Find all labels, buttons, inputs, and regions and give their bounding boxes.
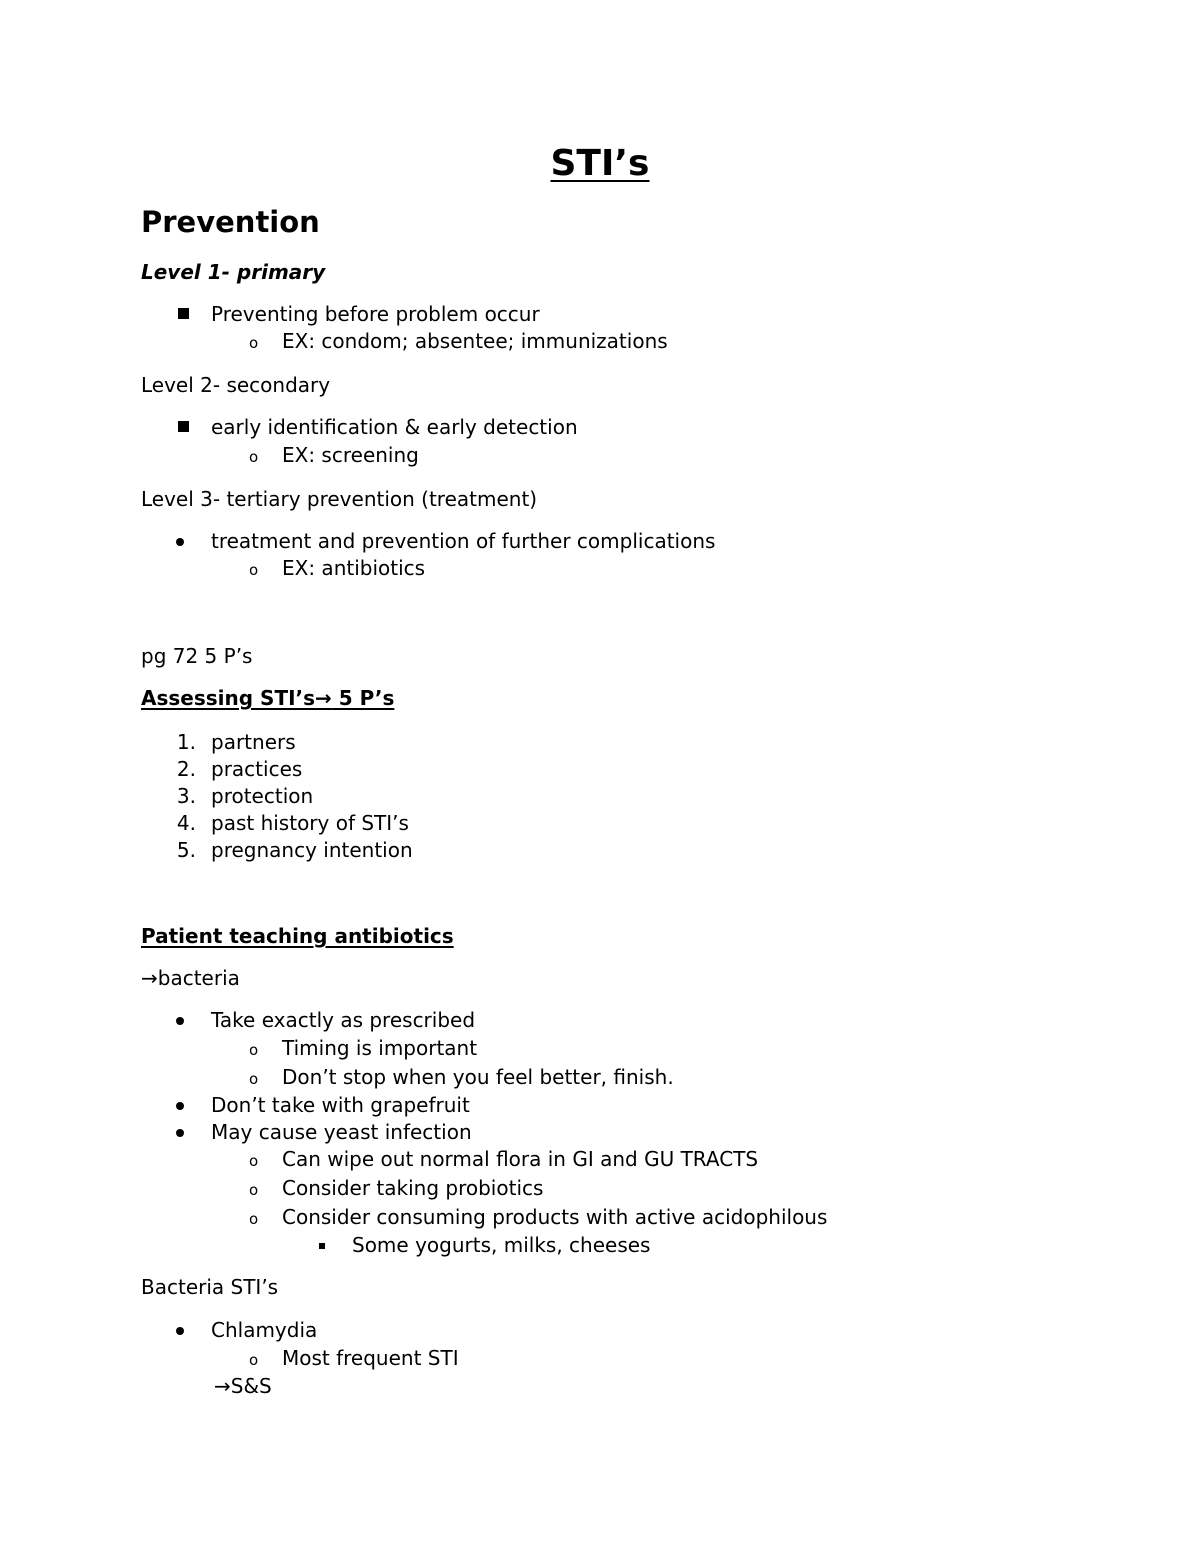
teaching-grapefruit: Don’t take with grapefruit xyxy=(211,1093,470,1117)
hollow-bullet-icon: o xyxy=(249,1351,259,1369)
hollow-bullet-icon: o xyxy=(249,334,259,352)
right-arrow-icon: → xyxy=(141,966,158,990)
level2-bullet: early identification & early detection xyxy=(211,415,578,439)
level1-bullet: Preventing before problem occur xyxy=(211,302,540,326)
page-reference: pg 72 5 P’s xyxy=(141,644,253,668)
teaching-subheading-text: bacteria xyxy=(157,966,240,990)
page-title: STI’s xyxy=(550,143,650,184)
level1-label: Level 1- primary xyxy=(141,260,326,284)
level3-label: Level 3- tertiary prevention (treatment) xyxy=(141,487,538,511)
assessing-heading xyxy=(141,684,394,712)
list-item: pregnancy intention xyxy=(211,838,413,862)
teaching-yeast-sub2: Consider taking probiotics xyxy=(282,1176,544,1200)
hollow-bullet-icon: o xyxy=(249,561,259,579)
list-number: 2. xyxy=(176,757,196,781)
bacteria-ss xyxy=(214,1372,272,1400)
teaching-yeast-sub1: Can wipe out normal flora in GI and GU TRACTS xyxy=(282,1147,759,1171)
teaching-yeast: May cause yeast infection xyxy=(211,1120,472,1144)
hollow-bullet-icon: o xyxy=(249,1041,259,1059)
hollow-bullet-icon: o xyxy=(249,1152,259,1170)
hollow-bullet-icon: o xyxy=(249,1070,259,1088)
assessing-heading-tail: 5 P’s xyxy=(331,686,395,710)
assessing-heading-text: Assessing STI’s xyxy=(141,686,316,710)
list-item: partners xyxy=(211,730,296,754)
small-square-bullet-icon xyxy=(319,1243,325,1249)
prevention-heading: Prevention xyxy=(141,205,320,239)
bacteria-heading: Bacteria STI’s xyxy=(141,1275,279,1299)
square-bullet-icon xyxy=(178,421,189,432)
bullet-dot-icon xyxy=(176,1129,184,1137)
level3-bullet: treatment and prevention of further complications xyxy=(211,529,716,553)
level2-sub: EX: screening xyxy=(282,443,419,467)
teaching-subheading xyxy=(141,964,240,992)
bullet-dot-icon xyxy=(176,1102,184,1110)
level1-sub: EX: condom; absentee; immunizations xyxy=(282,329,668,353)
level2-label: Level 2- secondary xyxy=(141,373,331,397)
right-arrow-icon: → xyxy=(214,1374,231,1398)
teaching-heading: Patient teaching antibiotics xyxy=(141,924,454,948)
level3-sub: EX: antibiotics xyxy=(282,556,426,580)
list-number: 5. xyxy=(176,838,196,862)
bullet-dot-icon xyxy=(176,1327,184,1335)
teaching-yeast-sub3: Consider consuming products with active acidophilous xyxy=(282,1205,828,1229)
hollow-bullet-icon: o xyxy=(249,1181,259,1199)
bacteria-chlamydia-sub: Most frequent STI xyxy=(282,1346,459,1370)
list-item: protection xyxy=(211,784,314,808)
right-arrow-icon: → xyxy=(315,686,332,710)
square-bullet-icon xyxy=(178,308,189,319)
hollow-bullet-icon: o xyxy=(249,1210,259,1228)
list-number: 4. xyxy=(176,811,196,835)
teaching-yeast-sub3-sub: Some yogurts, milks, cheeses xyxy=(352,1233,651,1257)
teaching-take-sub1: Timing is important xyxy=(282,1036,478,1060)
list-item: practices xyxy=(211,757,303,781)
bullet-dot-icon xyxy=(176,1017,184,1025)
list-number: 1. xyxy=(176,730,196,754)
bullet-dot-icon xyxy=(176,538,184,546)
teaching-take-sub2: Don’t stop when you feel better, finish. xyxy=(282,1065,674,1089)
bacteria-chlamydia: Chlamydia xyxy=(211,1318,318,1342)
list-item: past history of STI’s xyxy=(211,811,409,835)
list-number: 3. xyxy=(176,784,196,808)
teaching-take: Take exactly as prescribed xyxy=(211,1008,476,1032)
hollow-bullet-icon: o xyxy=(249,448,259,466)
bacteria-ss-text: S&S xyxy=(230,1374,272,1398)
